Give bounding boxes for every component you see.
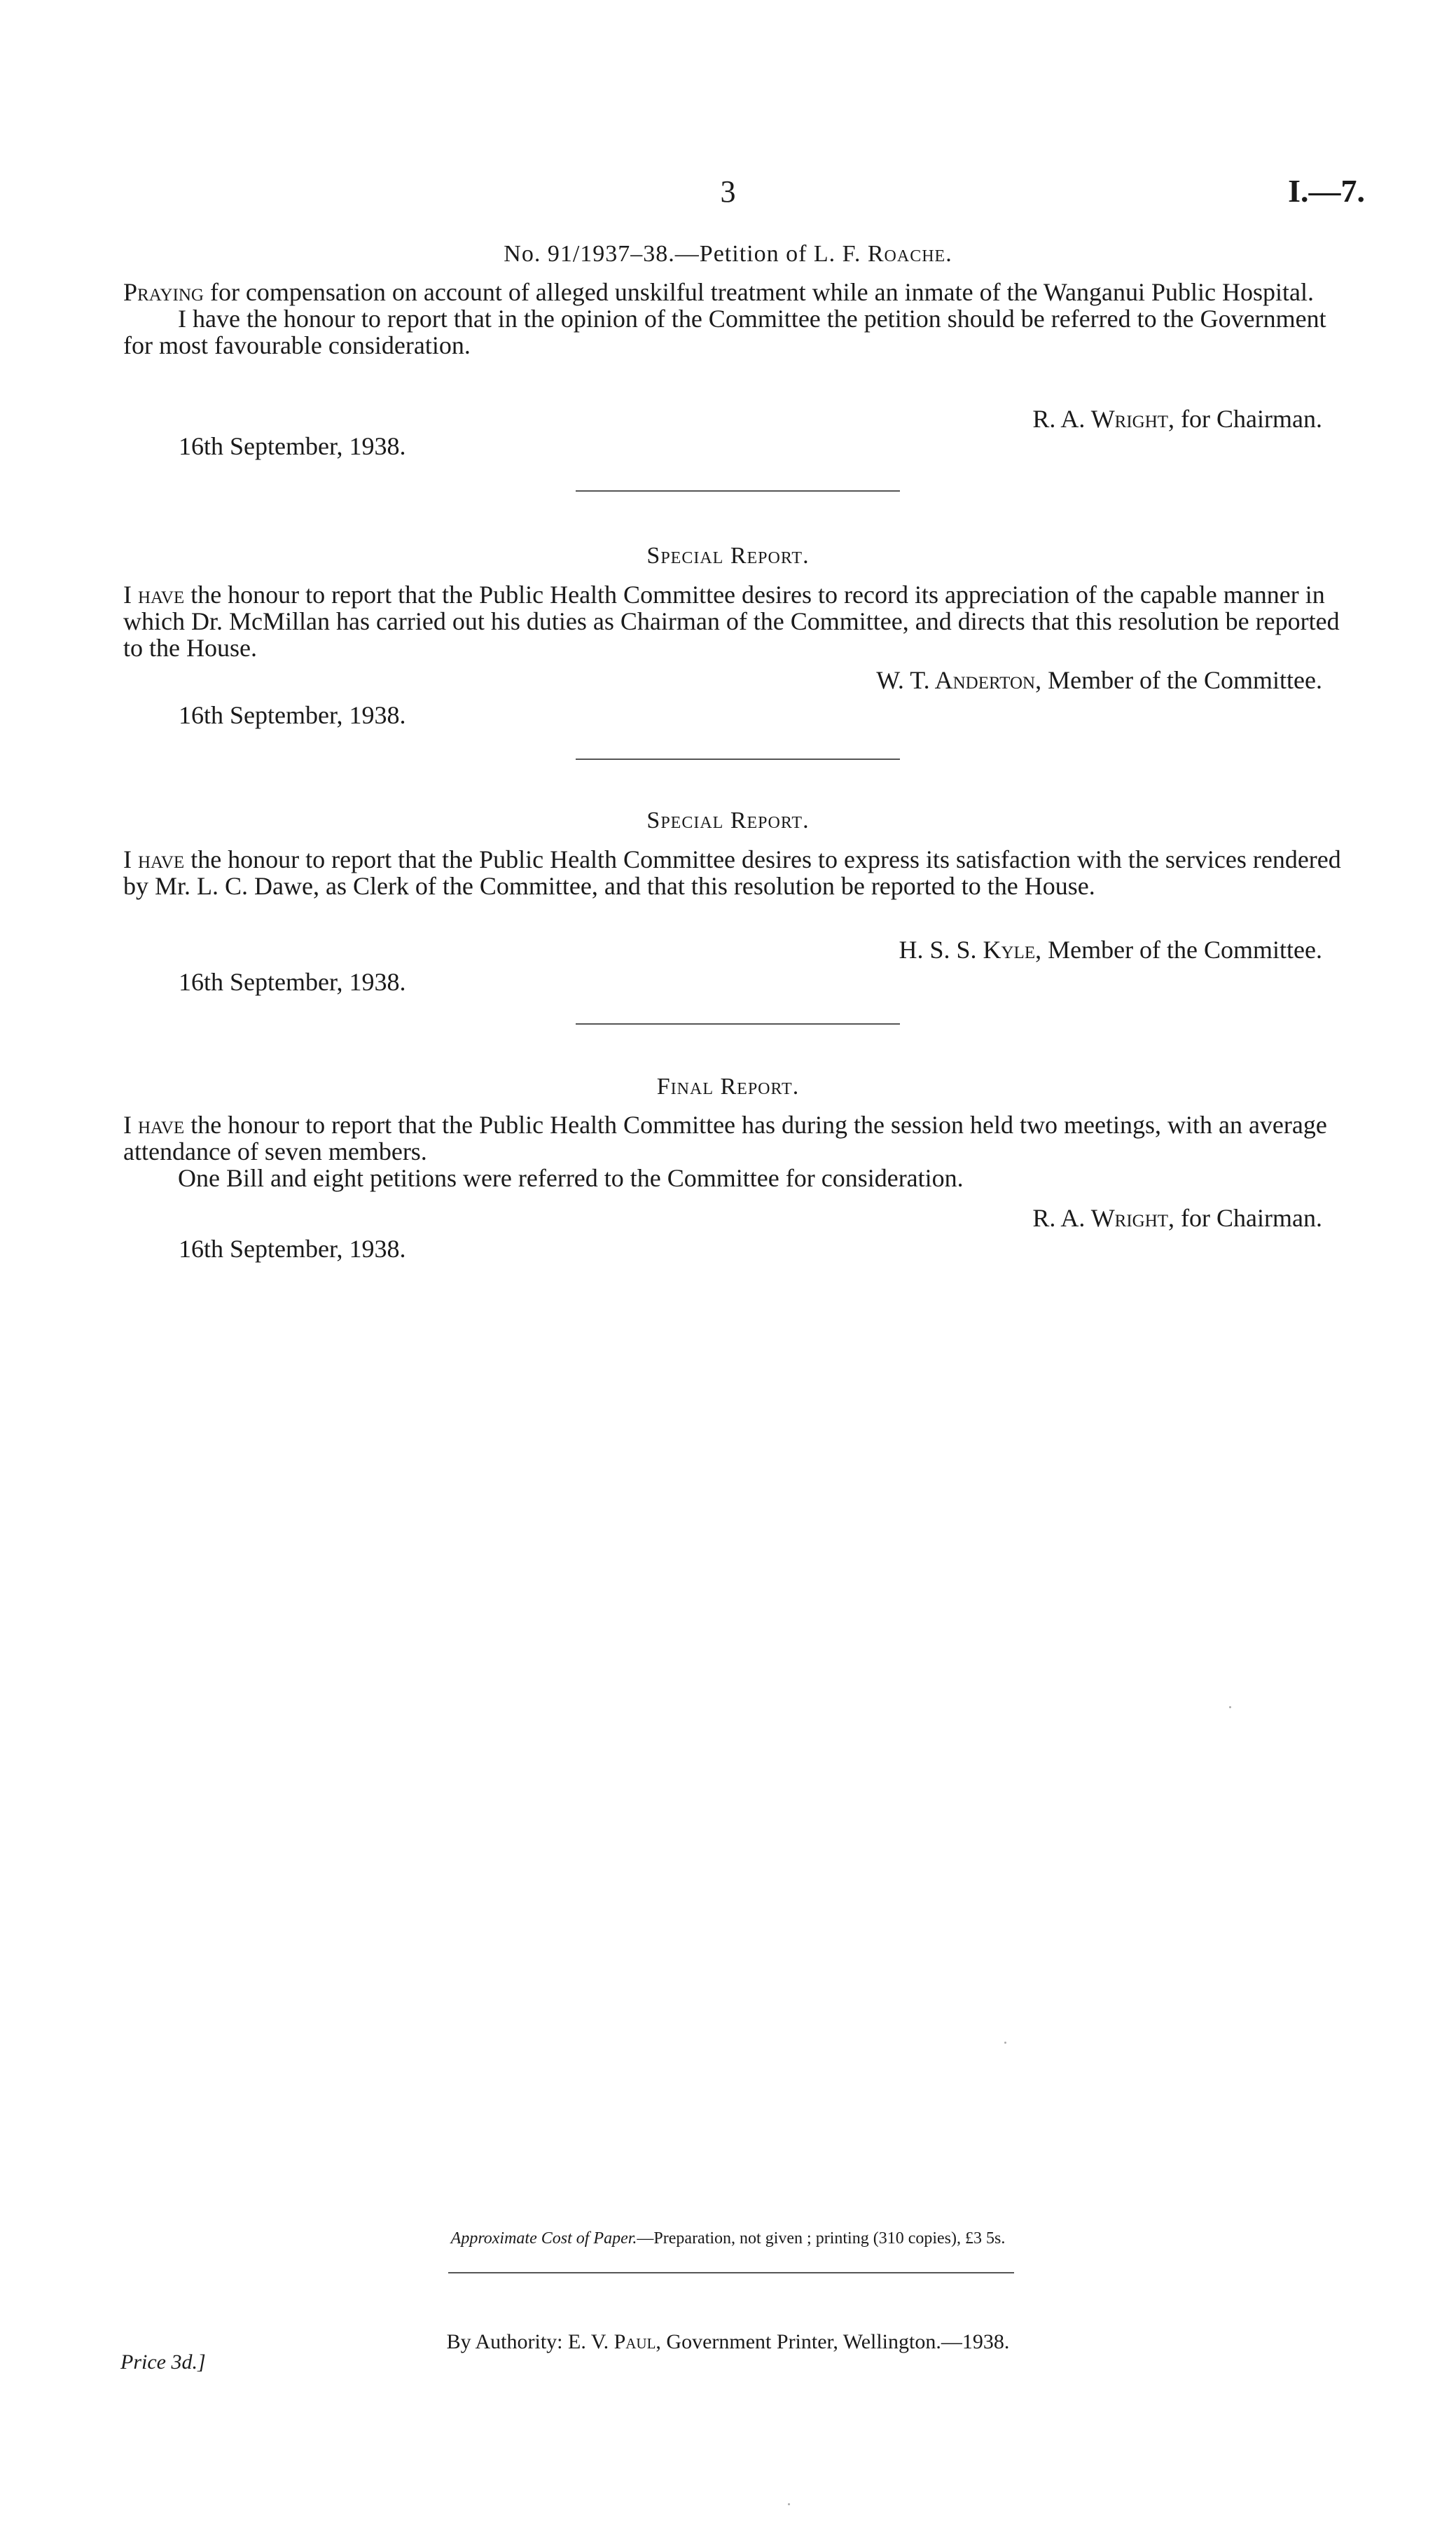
- footer-divider: [448, 2272, 1014, 2273]
- final-report-body: [123, 1112, 1349, 1191]
- final-report-heading: Final Report.: [656, 1074, 800, 1100]
- report-text: the honour to report that the Public Health Committee desires to record its appreciation of the capable manner in which Dr. McMillan has carried out his duties as Chairman of the Committee, and directs that this resolution be reported to the House.: [123, 581, 1340, 662]
- scan-speck: [788, 2503, 790, 2505]
- cost-label: Approximate Cost of Paper.: [450, 2229, 637, 2248]
- page-number: 3: [720, 174, 736, 209]
- section-divider: [576, 1023, 900, 1025]
- prayer-lead: Praying: [123, 278, 204, 306]
- petition-date: 16th September, 1938.: [179, 432, 406, 460]
- document-reference: I.—7.: [1288, 173, 1365, 209]
- special-report-1-signature: [876, 665, 1322, 695]
- petition-report-text: I have the honour to report that in the opinion of the Committee the petition should be referred to the Government for most favourable consideration.: [123, 305, 1326, 359]
- authority-tail: , Government Printer, Wellington.—1938.: [656, 2330, 1010, 2353]
- prayer-text: for compensation on account of alleged unskilful treatment while an inmate of the Wanganui Public Hospital.: [203, 278, 1314, 306]
- special-report-1-body: [123, 581, 1349, 661]
- section-divider: [576, 490, 900, 492]
- cost-text: —Preparation, not given ; printing (310 copies), £3 5s.: [637, 2229, 1006, 2248]
- scan-speck: [1229, 1706, 1231, 1708]
- signature-name: W. T. Anderton,: [876, 666, 1042, 694]
- signature-role: Member of the Committee.: [1041, 936, 1322, 964]
- final-report-signature: [1032, 1203, 1322, 1233]
- report-lead: I have: [123, 845, 185, 873]
- petition-number: No. 91/1937–38.: [504, 241, 675, 267]
- special-report-2-body: [123, 846, 1349, 899]
- special-report-1-date: 16th September, 1938.: [179, 701, 406, 729]
- report-text-2: One Bill and eight petitions were referred to the Committee for consideration.: [178, 1164, 964, 1192]
- petition-title-text: —Petition of: [674, 241, 814, 267]
- signature-role: for Chairman.: [1174, 1204, 1322, 1232]
- report-text: the honour to report that the Public Health Committee desires to express its satisfaction with the services rendered by Mr. L. C. Dawe, as Clerk of the Committee, and that this resolution be reported to the House.: [123, 845, 1341, 900]
- report-text: the honour to report that the Public Health Committee has during the session held two meetings, with an average attendance of seven members.: [123, 1111, 1327, 1165]
- report-lead: I have: [123, 581, 185, 609]
- printer-name: Paul: [613, 2330, 656, 2353]
- petition-prayer: [123, 279, 1349, 359]
- section-divider: [576, 759, 900, 760]
- signature-role: for Chairman.: [1174, 405, 1322, 433]
- special-report-2-signature: [899, 935, 1322, 964]
- report-lead: I have: [123, 1111, 185, 1139]
- scan-speck: [1004, 2042, 1006, 2044]
- special-report-2-heading: Special Report.: [646, 808, 810, 833]
- signature-name: H. S. S. Kyle,: [899, 936, 1042, 964]
- signature-name: R. A. Wright,: [1032, 405, 1175, 433]
- petition-title: [0, 241, 1456, 268]
- final-report-date: 16th September, 1938.: [179, 1235, 406, 1263]
- cost-of-paper: [0, 2229, 1456, 2248]
- petition-signature: [1032, 404, 1322, 434]
- special-report-2-date: 16th September, 1938.: [179, 968, 406, 996]
- printer-authority: [0, 2330, 1456, 2354]
- signature-role: Member of the Committee.: [1041, 666, 1322, 694]
- price: Price 3d.]: [120, 2350, 206, 2374]
- signature-name: R. A. Wright,: [1032, 1204, 1175, 1232]
- special-report-1-heading: Special Report.: [646, 543, 810, 569]
- petitioner-name: L. F. Roache.: [813, 241, 952, 267]
- authority-lead: By Authority: E. V.: [446, 2330, 614, 2353]
